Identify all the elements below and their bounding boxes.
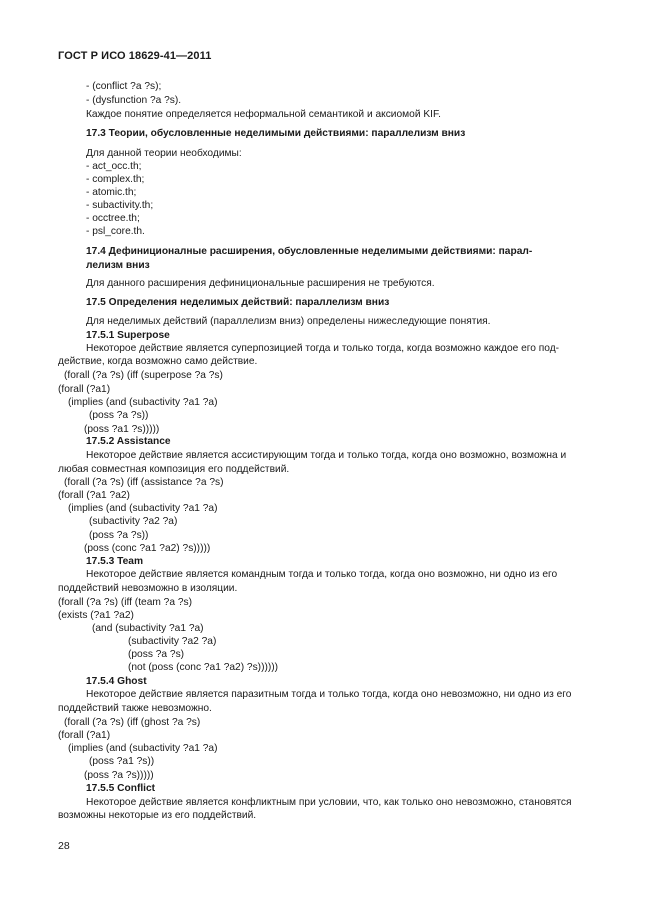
paragraph: возможны некоторые из его поддействий. [58,810,257,821]
section-heading-17-3: 17.3 Теории, обусловленные неделимыми действиями: параллелизм вниз [86,128,466,139]
list-item: - occtree.th; [86,213,140,224]
code-line: (not (poss (conc ?a1 ?a2) ?s)))))) [128,662,279,673]
paragraph: Для данной теории необходимы: [86,148,242,159]
code-line: (subactivity ?a2 ?a) [128,636,217,647]
list-item: - complex.th; [86,174,145,185]
code-line: (forall (?a ?s) (iff (assistance ?a ?s) [64,477,224,488]
code-line: (forall (?a1) [58,730,111,741]
code-line: (poss ?a1 ?s)) [89,756,155,767]
code-line: (forall (?a ?s) (iff (superpose ?a ?s) [64,370,223,381]
subsection-heading: 17.5.3 Team [86,556,144,567]
code-line: (subactivity ?a2 ?a) [89,516,178,527]
list-item: - atomic.th; [86,187,137,198]
list-item: - act_occ.th; [86,161,142,172]
paragraph: поддействий невозможно в изоляции. [58,583,238,594]
paragraph: Для неделимых действий (параллелизм вниз) определены нижеследующие понятия. [86,316,491,327]
list-item: - psl_core.th. [86,226,145,237]
paragraph: Некоторое действие является суперпозицией тогда и только тогда, когда возможно каждое его под- [86,343,560,354]
section-heading-17-4-cont: лелизм вниз [86,260,150,271]
paragraph: Некоторое действие является командным тогда и только тогда, когда оно возможно, ни одно из его [86,569,558,580]
code-line: (implies (and (subactivity ?a1 ?a) [68,397,218,408]
code-line: (implies (and (subactivity ?a1 ?a) [68,503,218,514]
paragraph: поддействий также невозможно. [58,703,212,714]
code-line: (forall (?a ?s) (iff (team ?a ?s) [58,597,192,608]
paragraph: Некоторое действие является паразитным тогда и только тогда, когда оно невозможно, ни одно из его [86,689,572,700]
paragraph: Некоторое действие является конфликтным при условии, что, как только оно невозможно, становятся [86,797,572,808]
code-line: (exists (?a1 ?a2) [58,610,134,621]
list-item: - subactivity.th; [86,200,154,211]
document-header: ГОСТ Р ИСО 18629-41—2011 [58,50,212,62]
subsection-heading: 17.5.4 Ghost [86,676,147,687]
paragraph: Некоторое действие является ассистирующим тогда и только тогда, когда оно возможно, возможна и [86,450,567,461]
list-item: - (conflict ?a ?s); [86,81,162,92]
code-line: (poss ?a ?s) [128,649,185,660]
section-heading-17-5: 17.5 Определения неделимых действий: параллелизм вниз [86,297,390,308]
code-line: (and (subactivity ?a1 ?a) [92,623,204,634]
code-line: (forall (?a1) [58,384,111,395]
paragraph: Каждое понятие определяется неформальной семантикой и аксиомой KIF. [86,109,441,120]
code-line: (forall (?a1 ?a2) [58,490,130,501]
code-line: (poss ?a ?s)) [89,530,149,541]
code-line: (poss ?a1 ?s))))) [84,424,160,435]
code-line: (forall (?a ?s) (iff (ghost ?a ?s) [64,717,201,728]
code-line: (poss ?a ?s)) [89,410,149,421]
code-line: (implies (and (subactivity ?a1 ?a) [68,743,218,754]
page-number: 28 [58,840,70,852]
paragraph: действие, когда возможно само действие. [58,356,258,367]
list-item: - (dysfunction ?a ?s). [86,95,182,106]
paragraph: Для данного расширения дефинициональные расширения не требуются. [86,278,435,289]
code-line: (poss (conc ?a1 ?a2) ?s))))) [84,543,211,554]
subsection-heading: 17.5.1 Superpose [86,330,170,341]
subsection-heading: 17.5.2 Assistance [86,436,171,447]
section-heading-17-4: 17.4 Дефиниционалные расширения, обусловленные неделимыми действиями: парал- [86,246,533,257]
subsection-heading: 17.5.5 Conflict [86,783,156,794]
paragraph: любая совместная композиция его поддействий. [58,464,290,475]
code-line: (poss ?a ?s))))) [84,770,154,781]
